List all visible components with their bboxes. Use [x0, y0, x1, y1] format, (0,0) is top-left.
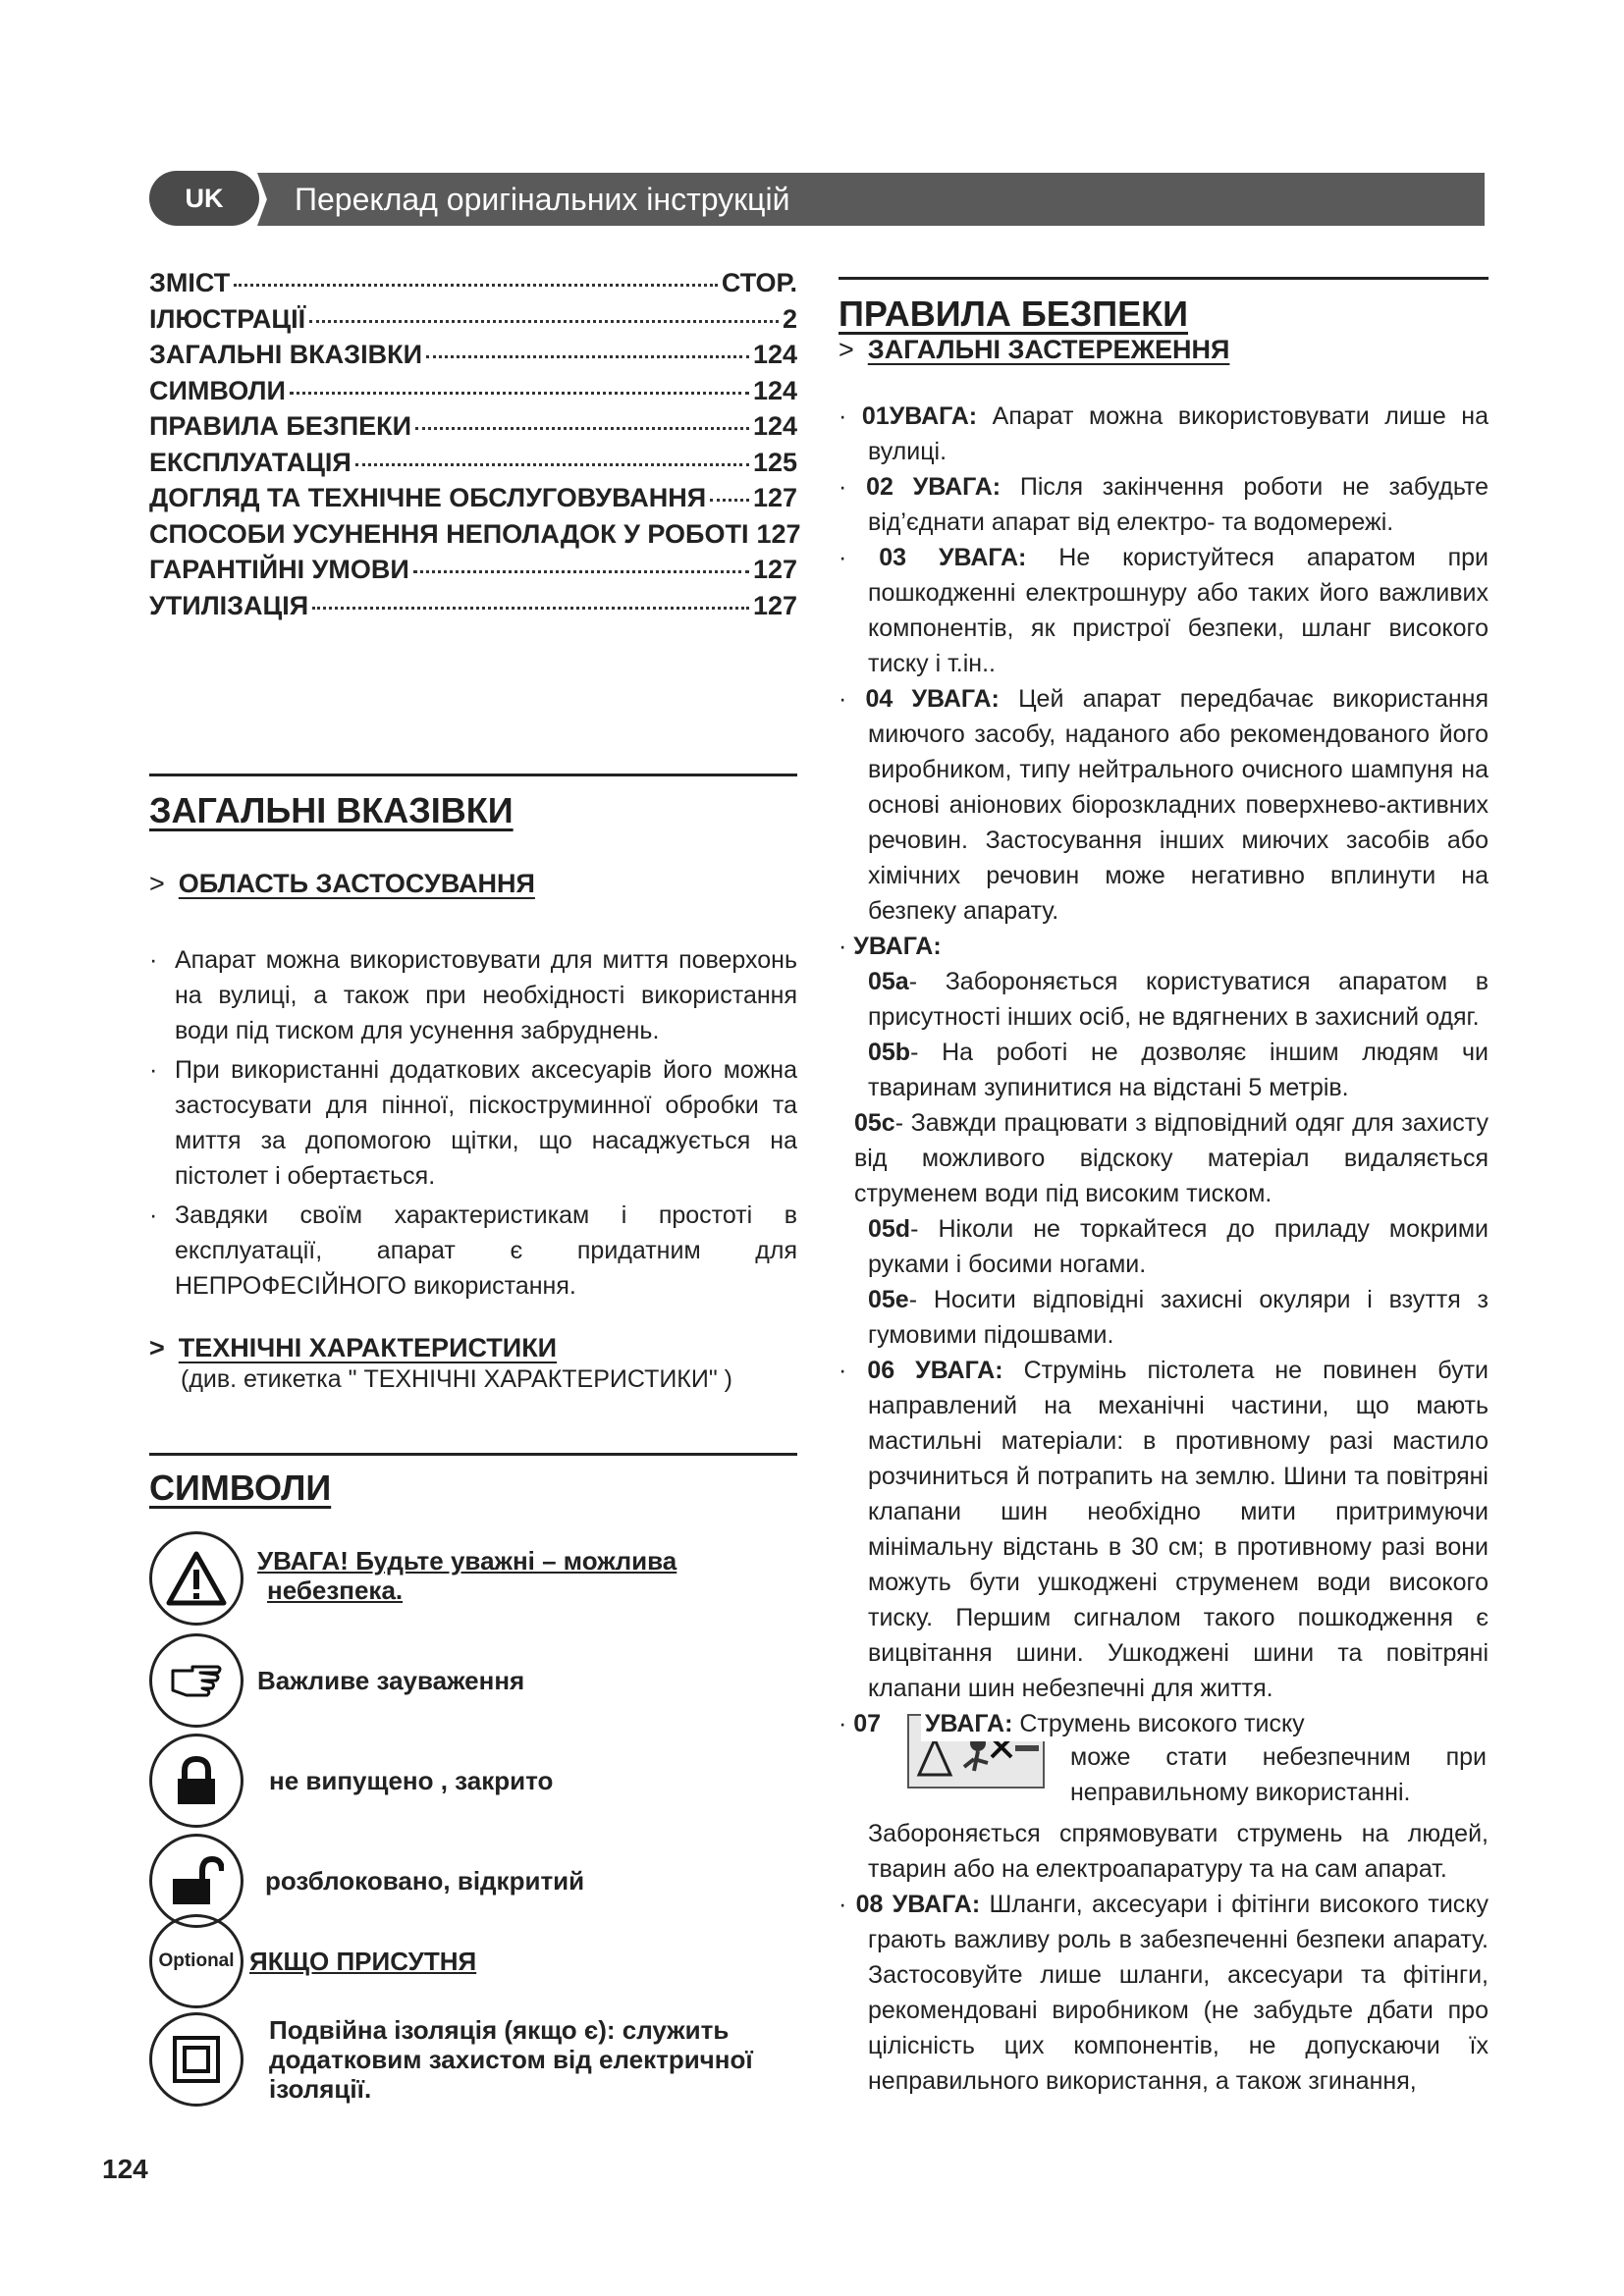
optional-badge-icon — [149, 1914, 244, 2008]
tech-marker: > — [149, 1333, 165, 1362]
symbol-row-optional — [149, 1914, 476, 2008]
tech-heading — [149, 1333, 797, 1363]
left-column — [149, 265, 801, 623]
table-of-contents — [149, 265, 801, 623]
toc-label: ПРАВИЛА БЕЗПЕКИ — [149, 411, 412, 441]
rule-warning: УВАГА: — [889, 402, 978, 430]
rule-warning: УВАГА: — [853, 933, 942, 960]
rule-text: Носити відповідні захисні окуляри і взуття з гумовими підошвами. — [868, 1286, 1489, 1349]
symbol-row-note — [149, 1633, 524, 1728]
symbol-locked-text: не випущено , закрито — [269, 1766, 554, 1795]
pointing-hand-icon — [149, 1633, 244, 1728]
symbols-section — [149, 1453, 797, 2140]
rule-07-text3: Забороняється спрямовувати струмень на людей, тварин або на електроапаратуру та на сам апарат. — [868, 1820, 1489, 1883]
rule-number: 08 — [855, 1891, 884, 1918]
toc-row-troubleshooting[interactable] — [149, 516, 801, 553]
rule-text: Шланги, аксесуари і фітінги високого тиску грають важливу роль в забезпеченні безпеки апарату. Застосовуйте лише шланги, аксесуари та фітінги, рекомендовані виробником (не забудьте дбати про цілісність цих компонентів, не допускаючи їх неправильного використання, а також згинання, — [868, 1891, 1489, 2095]
section-rule — [149, 774, 797, 776]
toc-dots — [355, 463, 749, 466]
rule-warning: УВАГА: — [892, 1891, 981, 1918]
scope-bullet-text: Завдяки своїм характеристикам і простоті в експлуатації, апарат є придатним для НЕПРОФЕСІЙНОГО використання. — [175, 1201, 797, 1300]
rule-01: · 01УВАГА: Апарат можна використовувати лише на вулиці. — [839, 402, 1489, 465]
rule-text: Забороняється користуватися апаратом в присутності інших осіб, не вдягнених в захисний одяг. — [868, 968, 1489, 1031]
tech-title: ТЕХНІЧНІ ХАРАКТЕРИСТИКИ — [178, 1333, 558, 1362]
toc-page: 124 — [752, 411, 797, 441]
toc-row-disposal[interactable] — [149, 588, 797, 624]
rule-number: 06 — [867, 1357, 895, 1384]
lock-closed-icon — [149, 1734, 244, 1828]
rule-number: 05c — [854, 1109, 895, 1137]
toc-dots — [312, 607, 749, 610]
scope-bullet: · При використанні додаткових аксесуарів його можна застосувати для пінної, піскоструминної обробки та миття за допомогою щітки, що насаджується на пістолет і обертається. — [149, 1056, 797, 1190]
rule-warning: УВАГА: — [915, 1357, 1003, 1384]
rule-06: · 06 УВАГА: Струмінь пістолета не повинен бути направлений на механічні частини, що мають мастильні матеріали: в противному разі мастило розчиниться й потрапить на землю. Шини та повітряні клапани шин необхідно мити притримуючи мінімальну відстань в 30 см; в противному разі вони можуть бути ушкоджені струменем води високого тиску. Першим сигналом такого пошкодження є вицвітання шини. Ушкоджені шини та повітряні клапани шин небезпечні для життя. — [839, 1357, 1489, 1702]
toc-label: УТИЛІЗАЦІЯ — [149, 590, 309, 620]
toc-page: СТОР. — [721, 268, 797, 297]
toc-row-maintenance[interactable] — [149, 480, 797, 516]
rule-05e: 05e- Носити відповідні захисні окуляри і взуття з гумовими підошвами. — [868, 1286, 1489, 1349]
rule-text: Не користуйтеся апаратом при пошкодженні електрошнуру або таких його важливих компонентів, як пристрої безпеки, шланг високого тиску і т.ін.. — [868, 544, 1489, 677]
rule-text: На роботі не дозволяє іншим людям чи тваринам зупинитися на відстані 5 метрів. — [868, 1039, 1489, 1101]
rule-05c: 05c- Завжди працювати з відповідний одяг для захисту від можливого відскоку матеріал видаляється струменем води під високим тиском. — [854, 1109, 1489, 1207]
toc-page: 127 — [752, 555, 797, 584]
rule-text: Після закінчення роботи не забудьте від’єднати апарат від електро- та водомережі. — [868, 473, 1489, 536]
symbol-insulation-text: Подвійна ізоляція (якщо є): служить додатковим захистом від електричної ізоляції. — [269, 2015, 753, 2104]
toc-label: ДОГЛЯД ТА ТЕХНІЧНЕ ОБСЛУГОВУВАННЯ — [149, 483, 707, 512]
toc-label: ЗАГАЛЬНІ ВКАЗІВКИ — [149, 340, 422, 369]
rule-07-cont: може стати небезпечним при неправильному використанні. — [1070, 1743, 1487, 1806]
toc-label: ЕКСПЛУАТАЦІЯ — [149, 447, 352, 477]
toc-label: СПОСОБИ УСУНЕННЯ НЕПОЛАДОК У РОБОТІ — [149, 518, 749, 549]
symbol-row-warning — [149, 1531, 677, 1626]
toc-dots — [309, 320, 779, 323]
rule-number: 07 — [853, 1710, 882, 1737]
header-title: Переклад оригінальних інструкцій — [295, 182, 790, 217]
scope-bullet: · Апарат можна використовувати для миття поверхонь на вулиці, а також при необхідності використання води під тиском для усунення забруднень. — [149, 946, 797, 1044]
header-notch — [257, 173, 275, 226]
toc-page: 124 — [752, 375, 797, 405]
rule-05d: 05d- Ніколи не торкайтеся до приладу мокрими руками і босими ногами. — [868, 1215, 1489, 1278]
toc-dots — [413, 570, 749, 573]
scope-bullets — [149, 942, 797, 1304]
double-insulation-icon — [149, 2012, 244, 2107]
safety-rules — [839, 399, 1489, 2099]
optional-badge-text: Optional — [158, 1950, 235, 1971]
rule-04: · 04 УВАГА: Цей апарат передбачає використання миючого засобу, наданого або рекомендованого його виробником, типу нейтрального очисного шампуня на основі аніонових біорозкладних поверхнево-активних речовин. Застосування інших миючих засобів або хімічних речовин може негативно вплинути на безпеку апарату. — [839, 685, 1489, 925]
safety-sub-marker: > — [839, 335, 854, 364]
toc-page: 127 — [752, 483, 797, 512]
scope-bullet-text: При використанні додаткових аксесуарів його можна застосувати для пінної, піскоструминної обробки та миття за допомогою щітки, що насаджується на пістолет і обертається. — [175, 1056, 797, 1190]
toc-row-illustrations[interactable] — [149, 301, 797, 338]
rule-03: · 03 УВАГА: Не користуйтеся апаратом при пошкодженні електрошнуру або таких його важливих компонентів, як пристрої безпеки, шланг високого тиску і т.ін.. — [839, 544, 1489, 677]
rule-text: Струмень високого тиску — [1019, 1710, 1305, 1737]
language-badge: UK — [149, 171, 259, 226]
general-section — [149, 774, 797, 1394]
toc-dots — [710, 499, 749, 502]
safety-sub-title: ЗАГАЛЬНІ ЗАСТЕРЕЖЕННЯ — [867, 335, 1230, 364]
rule-warning: УВАГА: — [912, 473, 1001, 501]
toc-page: 127 — [752, 590, 797, 620]
scope-heading — [149, 869, 797, 899]
rule-number: 04 — [865, 685, 893, 713]
rule-text: Струмінь пістолета не повинен бути направлений на механічні частини, що мають мастильні матеріали: в противному разі мастило розчиниться й потрапить на землю. Шини та повітряні клапани шин необхідно мити притримуючи мінімальну відстань в 30 см; в противному разі вони можуть бути ушкоджені струменем води високого тиску. Першим сигналом такого пошкодження є вицвітання шини. Ушкоджені шини та повітряні клапани шин небезпечні для життя. — [868, 1357, 1489, 1702]
symbol-row-insulation — [149, 2012, 799, 2107]
scope-bullet-text: Апарат можна використовувати для миття поверхонь на вулиці, а також при необхідності використання води під тиском для усунення забруднень. — [175, 946, 797, 1044]
section-rule — [839, 277, 1489, 280]
rule-warning: УВАГА: — [938, 544, 1027, 571]
rule-text: Ніколи не торкайтеся до приладу мокрими руками і босими ногами. — [868, 1215, 1489, 1278]
toc-dots — [234, 284, 718, 287]
scope-title: ОБЛАСТЬ ЗАСТОСУВАННЯ — [178, 869, 535, 898]
rule-text: Завжди працювати з відповідний одяг для захисту від можливого відскоку матеріал видаляється струменем води під високим тиском. — [854, 1109, 1489, 1207]
rule-08: · 08 УВАГА: Шланги, аксесуари і фітінги високого тиску грають важливу роль в забезпеченні безпеки апарату. Застосовуйте лише шланги, аксесуари та фітінги, рекомендовані виробником (не забудьте дбати про цілісність цих компонентів, не допускаючи їх неправильного використання, а також згинання, — [839, 1891, 1489, 2095]
rule-number: 05b — [868, 1039, 911, 1066]
page-number: 124 — [102, 2154, 148, 2184]
toc-page: 127 — [756, 518, 801, 549]
toc-row-safety[interactable] — [149, 408, 797, 445]
section-rule — [149, 1453, 797, 1456]
symbol-row-locked — [149, 1734, 553, 1828]
symbol-warning-line2: небезпека. — [267, 1575, 404, 1605]
tech-note: (див. етикетка " ТЕХНІЧНІ ХАРАКТЕРИСТИКИ" ) — [181, 1365, 732, 1393]
toc-row-general[interactable] — [149, 337, 797, 373]
toc-page: 2 — [782, 303, 797, 334]
toc-dots — [426, 355, 749, 358]
toc-row-contents[interactable] — [149, 265, 797, 301]
toc-dots — [290, 392, 749, 395]
rule-05a: 05a- Забороняється користуватися апаратом в присутності інших осіб, не вдягнених в захисний одяг. — [868, 968, 1489, 1031]
toc-label: СИМВОЛИ — [149, 375, 286, 405]
toc-page: 124 — [752, 340, 797, 369]
rule-warning: УВАГА: — [925, 1710, 1013, 1737]
rule-text: Цей апарат передбачає використання миючого засобу, наданого або рекомендованого його виробником, типу нейтрального очисного шампуня на основі аніонових біорозкладних поверхнево-активних речовин. Застосування інших миючих засобів або хімічних речовин може негативно вплинути на безпеку апарату. — [868, 685, 1489, 925]
toc-row-operation[interactable] — [149, 445, 797, 481]
rule-number: 03 — [879, 544, 907, 571]
rule-07: · 07 УВАГА: Струмень високого тиску може стати небезпечним при неправильному використанні. — [839, 1706, 1489, 1792]
rule-05-warning: · УВАГА: — [839, 933, 942, 960]
rule-text: Апарат можна використовувати лише на вулиці. — [868, 402, 1489, 465]
toc-dots — [415, 427, 749, 430]
toc-label: ІЛЮСТРАЦІЇ — [149, 303, 306, 334]
toc-row-warranty[interactable] — [149, 552, 797, 588]
rule-05b: 05b- На роботі не дозволяє іншим людям чи тваринам зупинитися на відстані 5 метрів. — [868, 1039, 1489, 1101]
rule-number: 05a — [868, 968, 909, 995]
scope-bullet: · Завдяки своїм характеристикам і простоті в експлуатації, апарат є придатним для НЕПРОФЕСІЙНОГО використання. — [149, 1201, 797, 1300]
symbol-unlocked-text: розблоковано, відкритий — [265, 1866, 585, 1896]
rule-number: 01 — [861, 402, 890, 430]
scope-marker: > — [149, 869, 165, 898]
toc-row-symbols[interactable] — [149, 373, 797, 409]
rule-02: · 02 УВАГА: Після закінчення роботи не забудьте від’єднати апарат від електро- та водомережі. — [839, 473, 1489, 536]
rule-warning: УВАГА: — [911, 685, 1000, 713]
warning-triangle-icon — [149, 1531, 244, 1626]
symbol-optional-text: ЯКЩО ПРИСУТНЯ — [249, 1947, 477, 1976]
right-column — [839, 277, 1489, 2099]
symbol-note-text: Важливе зауваження — [257, 1666, 525, 1695]
rule-number: 05d — [868, 1215, 911, 1243]
safety-subheading — [839, 335, 1489, 365]
rule-number: 02 — [866, 473, 893, 501]
general-title: ЗАГАЛЬНІ ВКАЗІВКИ — [149, 790, 514, 830]
safety-title: ПРАВИЛА БЕЗПЕКИ — [839, 294, 1189, 334]
rule-number: 05e — [868, 1286, 909, 1313]
toc-label: ЗМІСТ — [149, 268, 231, 297]
symbol-warning-line1: УВАГА! Будьте уважні – можлива — [257, 1546, 677, 1575]
toc-page: 125 — [752, 447, 797, 477]
symbols-title: СИМВОЛИ — [149, 1468, 332, 1508]
toc-label: ГАРАНТІЙНІ УМОВИ — [149, 555, 409, 584]
